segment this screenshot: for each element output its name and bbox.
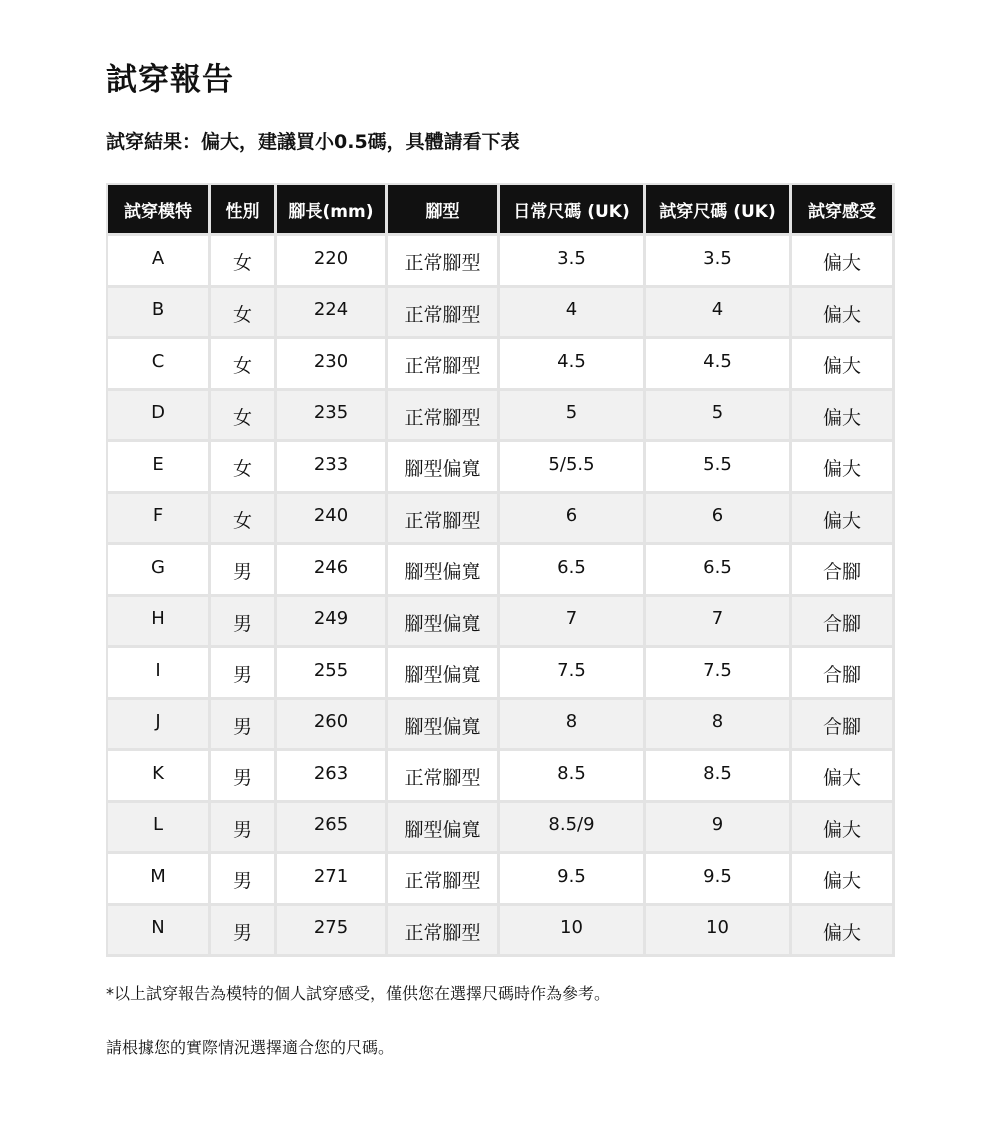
cell-model: N [108, 906, 211, 958]
cell-model: K [108, 751, 211, 803]
cell-trial-size: 8 [646, 700, 792, 752]
header-daily-size: 日常尺碼 (UK) [500, 185, 646, 236]
table-row [108, 648, 895, 700]
cell-model: E [108, 442, 211, 494]
cell-foot-shape: 腳型偏寬 [388, 442, 500, 494]
cell-foot-shape: 腳型偏寬 [388, 545, 500, 597]
cell-gender: 女 [211, 442, 277, 494]
cell-trial-size: 6.5 [646, 545, 792, 597]
cell-foot-shape: 腳型偏寬 [388, 803, 500, 855]
cell-foot-length: 246 [277, 545, 388, 597]
cell-fit-feeling: 偏大 [792, 854, 895, 906]
cell-trial-size: 5 [646, 391, 792, 443]
table-row [108, 803, 895, 855]
table-row [108, 700, 895, 752]
table-row [108, 288, 895, 340]
cell-daily-size: 8.5 [500, 751, 646, 803]
cell-fit-feeling: 偏大 [792, 236, 895, 288]
cell-fit-feeling: 偏大 [792, 288, 895, 340]
cell-model: A [108, 236, 211, 288]
cell-model: F [108, 494, 211, 546]
cell-gender: 男 [211, 648, 277, 700]
cell-gender: 男 [211, 751, 277, 803]
cell-foot-length: 271 [277, 854, 388, 906]
cell-foot-shape: 正常腳型 [388, 751, 500, 803]
cell-daily-size: 9.5 [500, 854, 646, 906]
cell-model: H [108, 597, 211, 649]
cell-foot-shape: 正常腳型 [388, 391, 500, 443]
cell-fit-feeling: 合腳 [792, 700, 895, 752]
cell-foot-length: 263 [277, 751, 388, 803]
cell-model: C [108, 339, 211, 391]
table-header [108, 185, 895, 236]
cell-fit-feeling: 偏大 [792, 442, 895, 494]
cell-foot-length: 233 [277, 442, 388, 494]
fit-report-table [106, 183, 895, 957]
cell-model: M [108, 854, 211, 906]
cell-daily-size: 7.5 [500, 648, 646, 700]
cell-fit-feeling: 偏大 [792, 751, 895, 803]
fit-result-summary: 試穿結果：偏大，建議買小0.5碼，具體請看下表 [106, 131, 520, 153]
cell-fit-feeling: 偏大 [792, 339, 895, 391]
cell-gender: 女 [211, 494, 277, 546]
cell-daily-size: 4 [500, 288, 646, 340]
cell-gender: 男 [211, 803, 277, 855]
cell-foot-length: 230 [277, 339, 388, 391]
cell-gender: 男 [211, 854, 277, 906]
cell-trial-size: 3.5 [646, 236, 792, 288]
cell-trial-size: 4 [646, 288, 792, 340]
cell-daily-size: 4.5 [500, 339, 646, 391]
cell-trial-size: 6 [646, 494, 792, 546]
table-row [108, 597, 895, 649]
cell-foot-length: 265 [277, 803, 388, 855]
cell-foot-length: 235 [277, 391, 388, 443]
cell-fit-feeling: 偏大 [792, 803, 895, 855]
cell-daily-size: 6.5 [500, 545, 646, 597]
cell-gender: 女 [211, 236, 277, 288]
cell-gender: 男 [211, 700, 277, 752]
table-row [108, 236, 895, 288]
header-model: 試穿模特 [108, 185, 211, 236]
cell-fit-feeling: 偏大 [792, 906, 895, 958]
cell-daily-size: 7 [500, 597, 646, 649]
cell-fit-feeling: 偏大 [792, 494, 895, 546]
table-row [108, 339, 895, 391]
cell-trial-size: 8.5 [646, 751, 792, 803]
cell-gender: 男 [211, 545, 277, 597]
header-gender: 性別 [211, 185, 277, 236]
cell-foot-length: 220 [277, 236, 388, 288]
header-foot-shape: 腳型 [388, 185, 500, 236]
cell-foot-length: 249 [277, 597, 388, 649]
cell-foot-length: 275 [277, 906, 388, 958]
cell-gender: 女 [211, 288, 277, 340]
cell-foot-shape: 正常腳型 [388, 906, 500, 958]
cell-trial-size: 7 [646, 597, 792, 649]
cell-fit-feeling: 偏大 [792, 391, 895, 443]
cell-foot-shape: 正常腳型 [388, 494, 500, 546]
header-foot-length: 腳長(mm) [277, 185, 388, 236]
cell-trial-size: 5.5 [646, 442, 792, 494]
table-body [108, 236, 895, 957]
cell-foot-shape: 正常腳型 [388, 288, 500, 340]
footnote: *以上試穿報告為模特的個人試穿感受，僅供您在選擇尺碼時作為參考。 [106, 984, 611, 1003]
cell-model: D [108, 391, 211, 443]
table-row [108, 906, 895, 958]
cell-daily-size: 8.5/9 [500, 803, 646, 855]
table-header-row [108, 185, 895, 236]
page-title: 試穿報告 [106, 62, 234, 98]
cell-fit-feeling: 合腳 [792, 597, 895, 649]
cell-foot-length: 255 [277, 648, 388, 700]
cell-trial-size: 7.5 [646, 648, 792, 700]
cell-gender: 男 [211, 597, 277, 649]
cell-foot-shape: 正常腳型 [388, 236, 500, 288]
table-row [108, 442, 895, 494]
table-row [108, 545, 895, 597]
table-row [108, 854, 895, 906]
cell-gender: 女 [211, 391, 277, 443]
cell-foot-length: 240 [277, 494, 388, 546]
table-row [108, 751, 895, 803]
cell-fit-feeling: 合腳 [792, 545, 895, 597]
header-fit-feeling: 試穿感受 [792, 185, 895, 236]
cell-foot-shape: 腳型偏寬 [388, 597, 500, 649]
header-trial-size: 試穿尺碼 (UK) [646, 185, 792, 236]
cell-daily-size: 5 [500, 391, 646, 443]
cell-foot-shape: 正常腳型 [388, 854, 500, 906]
cell-daily-size: 3.5 [500, 236, 646, 288]
cell-fit-feeling: 合腳 [792, 648, 895, 700]
cell-foot-length: 224 [277, 288, 388, 340]
cell-model: B [108, 288, 211, 340]
cell-foot-shape: 腳型偏寬 [388, 700, 500, 752]
cell-foot-shape: 腳型偏寬 [388, 648, 500, 700]
cell-foot-length: 260 [277, 700, 388, 752]
cell-model: J [108, 700, 211, 752]
cell-daily-size: 5/5.5 [500, 442, 646, 494]
advice-text: 請根據您的實際情況選擇適合您的尺碼。 [106, 1038, 395, 1057]
cell-gender: 女 [211, 339, 277, 391]
cell-gender: 男 [211, 906, 277, 958]
table-row [108, 494, 895, 546]
cell-daily-size: 10 [500, 906, 646, 958]
cell-daily-size: 6 [500, 494, 646, 546]
cell-foot-shape: 正常腳型 [388, 339, 500, 391]
cell-model: I [108, 648, 211, 700]
cell-daily-size: 8 [500, 700, 646, 752]
cell-trial-size: 10 [646, 906, 792, 958]
cell-model: G [108, 545, 211, 597]
table-row [108, 391, 895, 443]
cell-model: L [108, 803, 211, 855]
cell-trial-size: 9 [646, 803, 792, 855]
cell-trial-size: 9.5 [646, 854, 792, 906]
cell-trial-size: 4.5 [646, 339, 792, 391]
